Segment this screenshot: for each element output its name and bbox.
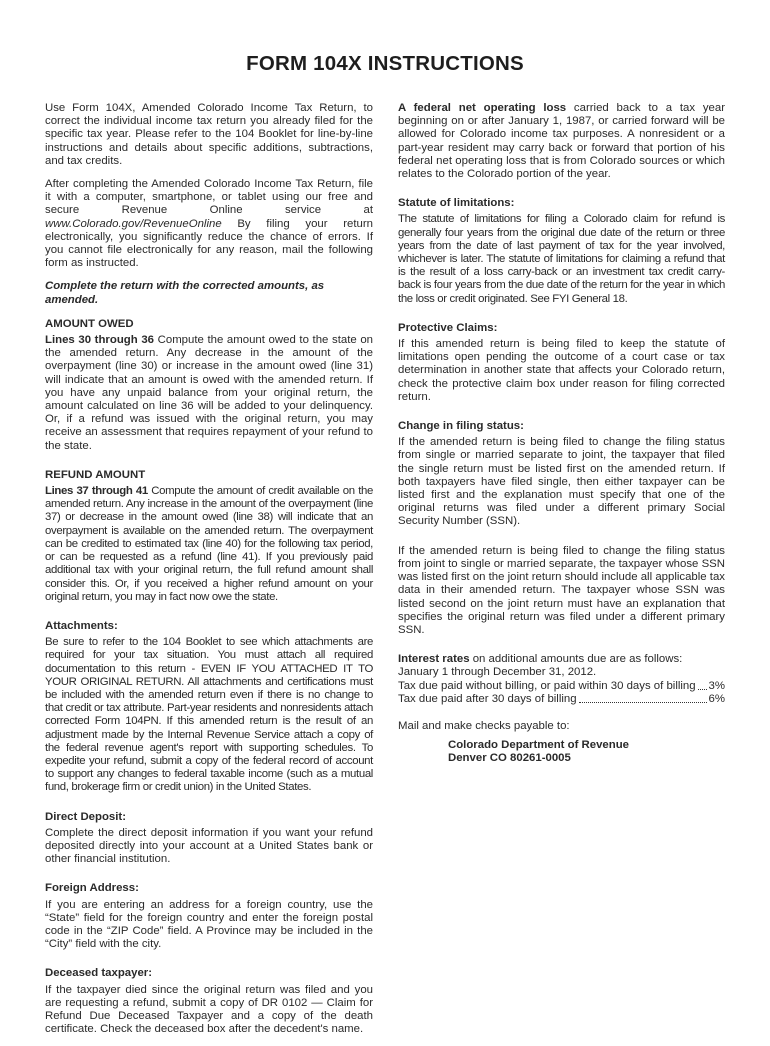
- mailing-address: [398, 739, 725, 765]
- attachments-paragraph: Be sure to refer to the 104 Booklet to see which attachments are required for your tax situation. You must attach all required documentation to this return - EVEN IF YOU ATTACHED IT TO YOUR ORIGINAL RETURN. All attachments and certifications must be included with the amended return even if there is no change to that credit or tax attribute. Part-year residents and nonresidents attach corrected Form 104PN. If this amended return is the result of an adjustment made by the Internal Revenue Service attach a copy of the federal revenue agent's report with supporting schedules. To expedite your refund, submit a copy of the federal record of account to support any changes to federal taxable income (such as a mutual fund, brokerage firm or credit union) in the United States.: [45, 636, 373, 794]
- direct-deposit-paragraph: Complete the direct deposit information if you want your refund deposited directly into your account at a United States bank or other financial institution.: [45, 826, 373, 866]
- interest-rates-block: [398, 653, 725, 706]
- intro-paragraph: Use Form 104X, Amended Colorado Income Tax Return, to correct the individual income tax return you already filed for the specific tax year. Please refer to the 104 Booklet for line-by-line instructions and details about specific additions, subtractions, and tax credits.: [45, 102, 373, 167]
- refund-amount-heading: REFUND AMOUNT: [45, 468, 146, 481]
- nol-text: carried back to a tax year beginning on or after January 1, 1987, or carried forward will be allowed for Colorado income tax purposes. A nonresident or a part-year resident may carry back or forward that portion of his federal net operating loss that is from Colorado sources or which relates to the Colorado portion of the year.: [398, 102, 725, 181]
- mailing-address-city: Denver CO 80261-0005: [448, 752, 571, 765]
- complete-note: Complete the return with the corrected amounts, as amended.: [45, 280, 325, 306]
- statute-paragraph: The statute of limitations for filing a Colorado claim for refund is generally four years from the original due date of the return or three years from the date of last payment of tax for the year involved, whichever is later. The statute of limitations for claiming a refund that is the result of a loss carry-back or an investment tax credit carry-back is four years from the due date of the return for the year in which the loss or credit originated. See FYI General 18.: [398, 213, 725, 305]
- efile-text-b: By filing your return electronically, you significantly reduce the chance of errors. If you cannot file electronically for any reason, mail the following form as instructed.: [45, 217, 373, 270]
- attachments-heading: Attachments:: [45, 619, 118, 632]
- efile-text-a: After completing the Amended Colorado Income Tax Return, file it with a computer, smartphone, or tablet using our free and secure Revenue Online service at: [45, 178, 373, 217]
- mail-instruction: Mail and make checks payable to:: [398, 719, 570, 732]
- foreign-address-paragraph: If you are entering an address for a foreign country, use the “State” field for the foreign country and enter the foreign postal code in the “ZIP Code” field. A Province may be included in the “City” field with the city.: [45, 898, 373, 951]
- nol-paragraph: [398, 102, 725, 181]
- filing-status-paragraph-1: If the amended return is being filed to change the filing status from single or married separate to joint, the taxpayer that filed the single return must be listed first on the amended return. If both taxpayers have filed single, then either taxpayer can be listed first and the explanation must specify that one of the original returns was filed under a different primary Social Security Number (SSN).: [398, 436, 725, 528]
- dot-leader: [698, 689, 707, 690]
- interest-rates-lead: Interest rates: [398, 653, 470, 666]
- left-column: [45, 102, 373, 1046]
- interest-period: January 1 through December 31, 2012.: [398, 666, 597, 679]
- nol-lead: A federal net operating loss: [398, 102, 567, 114]
- deceased-taxpayer-paragraph: If the taxpayer died since the original return was filed and you are requesting a refund, submit a copy of DR 0102 — Claim for Refund Due Deceased Taxpayer and a copy of the death certificate. Check the deceased box after the decedent's name.: [45, 983, 373, 1036]
- amount-owed-heading: AMOUNT OWED: [45, 317, 134, 330]
- direct-deposit-heading: Direct Deposit:: [45, 810, 127, 823]
- efile-paragraph: [45, 178, 373, 270]
- amount-owed-paragraph: [45, 334, 373, 453]
- interest-rates-intro: [398, 653, 725, 666]
- amount-owed-text: Compute the amount owed to the state on the amended return. Any decrease in the amount of the overpayment (line 30) or increase in the amount owed (line 31) will indicate that an amount is owed with the amended return. If you have any unpaid balance from your original return, the amount calculated on line 36 will be added to your delinquency. Or, if a refund was issued with the original return, you may receive an assessment that requires repayment of your refund to the state.: [45, 334, 373, 452]
- refund-amount-lines: Lines 37 through 41: [45, 485, 148, 498]
- refund-amount-text: Compute the amount of credit available on the amended return. Any increase in the amount of the overpayment (line 37) or decrease in the amount owed (line 38) will indicate that an overpayment is available on the amended return. The overpayment can be credited to estimated tax (line 40) for the following tax period, or can be requested as a refund (line 41). If you previously paid additional tax with your original return, the full refund amount shall consider this. Or, if you received a higher refund amount on your original return, you may in fact now owe the state.: [45, 485, 373, 603]
- interest-rate-row: [398, 693, 725, 706]
- foreign-address-heading: Foreign Address:: [45, 882, 139, 895]
- filing-status-paragraph-2: If the amended return is being filed to change the filing status from joint to single or married separate, the taxpayer whose SSN was listed first on the joint return should include all applicable tax data in their amended return. The taxpayer whose SSN was listed second on the joint return must have an explanation that specifies the original return was filed under a different primary SSN.: [398, 544, 725, 636]
- filing-status-heading: Change in filing status:: [398, 420, 524, 433]
- revenue-online-url: www.Colorado.gov/RevenueOnline: [45, 217, 222, 230]
- right-column: [398, 102, 725, 766]
- deceased-taxpayer-heading: Deceased taxpayer:: [45, 967, 153, 980]
- interest-rate-value: 3%: [708, 679, 725, 692]
- interest-rate-value: 6%: [708, 692, 725, 705]
- interest-rate-row: [398, 680, 725, 693]
- statute-heading: Statute of limitations:: [398, 197, 515, 210]
- page-title: FORM 104X INSTRUCTIONS: [246, 52, 524, 75]
- protective-claims-heading: Protective Claims:: [398, 321, 498, 334]
- mailing-address-name: Colorado Department of Revenue: [448, 739, 630, 752]
- amount-owed-lines: Lines 30 through 36: [45, 334, 154, 347]
- interest-rate-label: Tax due paid after 30 days of billing: [398, 692, 577, 705]
- dot-leader: [579, 702, 707, 703]
- refund-amount-paragraph: [45, 485, 373, 604]
- protective-claims-paragraph: If this amended return is being filed to keep the statute of limitations open pending the outcome of a court case or tax determination in another state that affects your Colorado return, check the protective claim box under reason for filing corrected return.: [398, 338, 725, 403]
- interest-rate-label: Tax due paid without billing, or paid within 30 days of billing: [398, 679, 696, 692]
- interest-rates-text: on additional amounts due are as follows:: [469, 653, 683, 666]
